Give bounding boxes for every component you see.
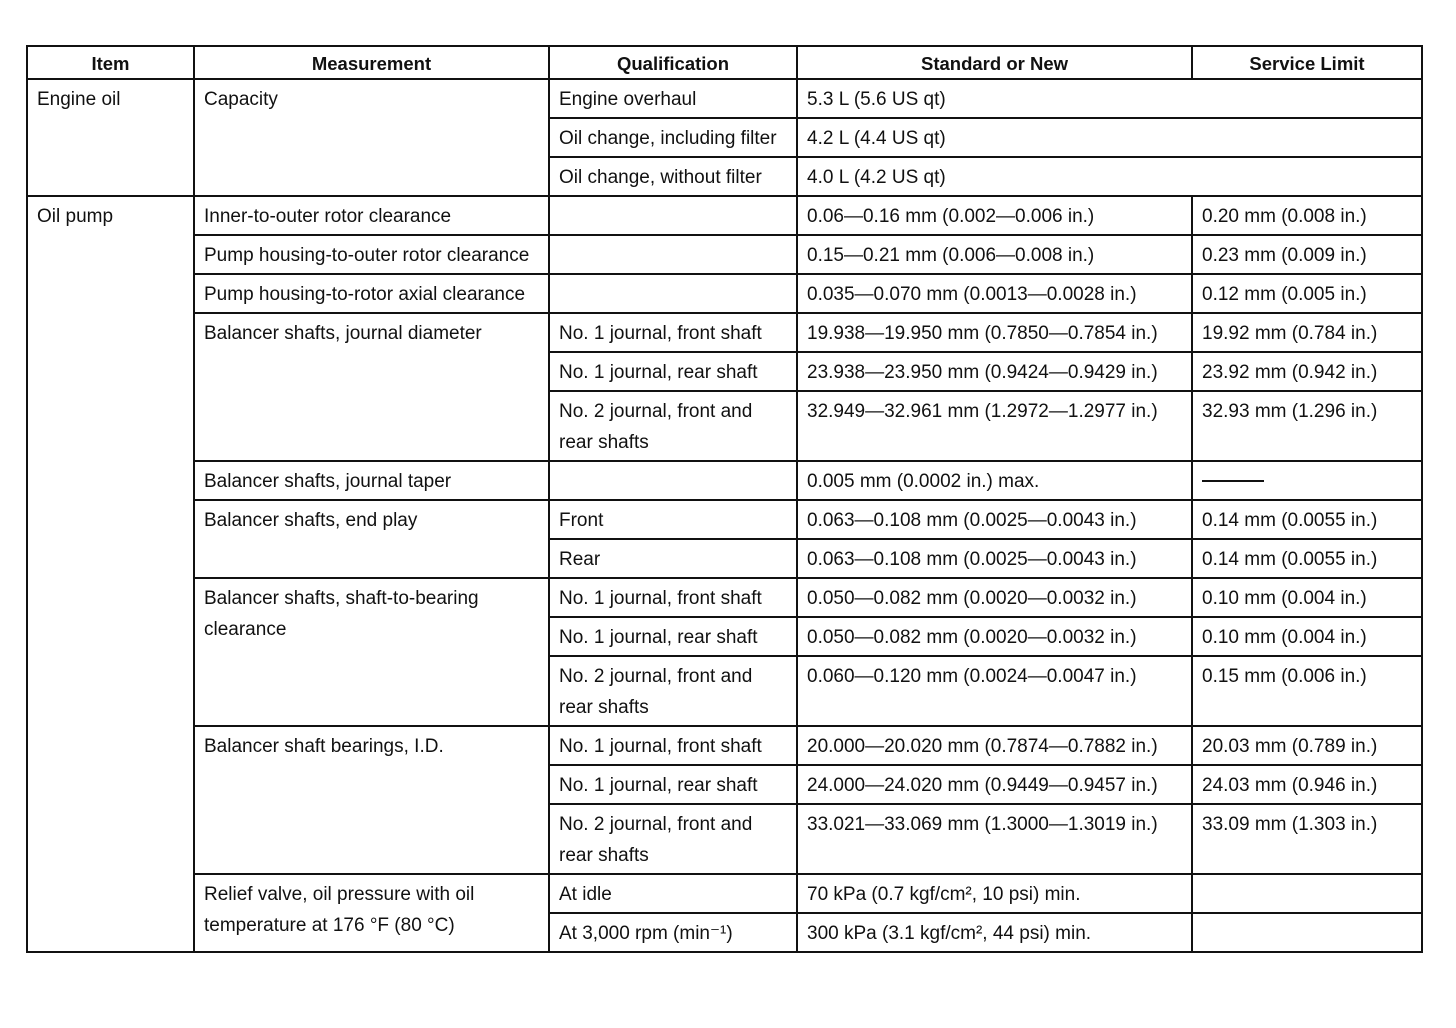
- qualification-cell: [549, 461, 797, 500]
- table-row: [27, 274, 1422, 313]
- table-row: [27, 500, 1422, 539]
- standard-cell: 0.063—0.108 mm (0.0025—0.0043 in.): [797, 539, 1192, 578]
- table-row: [27, 578, 1422, 617]
- qualification-cell: [549, 274, 797, 313]
- standard-cell: 0.005 mm (0.0002 in.) max.: [797, 461, 1192, 500]
- header-row: [27, 46, 1422, 79]
- limit-cell: 0.15 mm (0.006 in.): [1192, 656, 1422, 726]
- standard-cell: 0.06—0.16 mm (0.002—0.006 in.): [797, 196, 1192, 235]
- qualification-cell: No. 2 journal, front and rear shafts: [549, 391, 797, 461]
- qualification-cell: [549, 235, 797, 274]
- table-row: [27, 461, 1422, 500]
- qualification-cell: Rear: [549, 539, 797, 578]
- standard-cell: 5.3 L (5.6 US qt): [797, 79, 1422, 118]
- table-row: [27, 313, 1422, 352]
- standard-cell: 32.949—32.961 mm (1.2972—1.2977 in.): [797, 391, 1192, 461]
- standard-cell: 0.035—0.070 mm (0.0013—0.0028 in.): [797, 274, 1192, 313]
- dash-divider: [1202, 480, 1264, 482]
- measurement-cell: Capacity: [194, 79, 549, 196]
- measurement-cell: Inner-to-outer rotor clearance: [194, 196, 549, 235]
- limit-cell: 0.23 mm (0.009 in.): [1192, 235, 1422, 274]
- table-row: [27, 235, 1422, 274]
- qualification-cell: No. 2 journal, front and rear shafts: [549, 804, 797, 874]
- qualification-cell: At 3,000 rpm (min⁻¹): [549, 913, 797, 952]
- header-qualification: Qualification: [549, 46, 797, 79]
- standard-cell: 70 kPa (0.7 kgf/cm², 10 psi) min.: [797, 874, 1192, 913]
- measurement-cell: Balancer shaft bearings, I.D.: [194, 726, 549, 874]
- qualification-cell: No. 2 journal, front and rear shafts: [549, 656, 797, 726]
- limit-cell: 20.03 mm (0.789 in.): [1192, 726, 1422, 765]
- spec-table: [26, 45, 1423, 953]
- measurement-cell: Balancer shafts, shaft-to-bearing clearance: [194, 578, 549, 726]
- standard-cell: 23.938—23.950 mm (0.9424—0.9429 in.): [797, 352, 1192, 391]
- table-row: [27, 196, 1422, 235]
- table-row: [27, 79, 1422, 118]
- limit-cell: 23.92 mm (0.942 in.): [1192, 352, 1422, 391]
- measurement-cell: Pump housing-to-outer rotor clearance: [194, 235, 549, 274]
- header-standard: Standard or New: [797, 46, 1192, 79]
- qualification-cell: Oil change, including filter: [549, 118, 797, 157]
- qualification-cell: No. 1 journal, front shaft: [549, 726, 797, 765]
- limit-cell: 0.10 mm (0.004 in.): [1192, 617, 1422, 656]
- limit-cell: 33.09 mm (1.303 in.): [1192, 804, 1422, 874]
- qualification-cell: No. 1 journal, rear shaft: [549, 765, 797, 804]
- standard-cell: 0.050—0.082 mm (0.0020—0.0032 in.): [797, 578, 1192, 617]
- item-engine-oil: Engine oil: [27, 79, 194, 196]
- table-row: [27, 874, 1422, 913]
- standard-cell: 4.2 L (4.4 US qt): [797, 118, 1422, 157]
- qualification-cell: No. 1 journal, rear shaft: [549, 617, 797, 656]
- measurement-cell: Balancer shafts, end play: [194, 500, 549, 578]
- limit-cell: [1192, 874, 1422, 913]
- qualification-cell: No. 1 journal, rear shaft: [549, 352, 797, 391]
- limit-cell: [1192, 461, 1422, 500]
- qualification-cell: Front: [549, 500, 797, 539]
- qualification-cell: [549, 196, 797, 235]
- limit-cell: [1192, 913, 1422, 952]
- limit-cell: 0.14 mm (0.0055 in.): [1192, 500, 1422, 539]
- header-item: Item: [27, 46, 194, 79]
- standard-cell: 24.000—24.020 mm (0.9449—0.9457 in.): [797, 765, 1192, 804]
- standard-cell: 0.15—0.21 mm (0.006—0.008 in.): [797, 235, 1192, 274]
- standard-cell: 33.021—33.069 mm (1.3000—1.3019 in.): [797, 804, 1192, 874]
- limit-cell: 32.93 mm (1.296 in.): [1192, 391, 1422, 461]
- header-measurement: Measurement: [194, 46, 549, 79]
- limit-cell: 0.10 mm (0.004 in.): [1192, 578, 1422, 617]
- standard-cell: 0.060—0.120 mm (0.0024—0.0047 in.): [797, 656, 1192, 726]
- standard-cell: 19.938—19.950 mm (0.7850—0.7854 in.): [797, 313, 1192, 352]
- standard-cell: 20.000—20.020 mm (0.7874—0.7882 in.): [797, 726, 1192, 765]
- measurement-cell: Balancer shafts, journal taper: [194, 461, 549, 500]
- header-limit: Service Limit: [1192, 46, 1422, 79]
- item-oil-pump: Oil pump: [27, 196, 194, 952]
- qualification-cell: At idle: [549, 874, 797, 913]
- qualification-cell: Oil change, without filter: [549, 157, 797, 196]
- limit-cell: 24.03 mm (0.946 in.): [1192, 765, 1422, 804]
- standard-cell: 300 kPa (3.1 kgf/cm², 44 psi) min.: [797, 913, 1192, 952]
- limit-cell: 0.14 mm (0.0055 in.): [1192, 539, 1422, 578]
- table-row: [27, 726, 1422, 765]
- standard-cell: 4.0 L (4.2 US qt): [797, 157, 1422, 196]
- qualification-cell: No. 1 journal, front shaft: [549, 313, 797, 352]
- standard-cell: 0.063—0.108 mm (0.0025—0.0043 in.): [797, 500, 1192, 539]
- measurement-cell: Balancer shafts, journal diameter: [194, 313, 549, 461]
- qualification-cell: No. 1 journal, front shaft: [549, 578, 797, 617]
- measurement-cell: Pump housing-to-rotor axial clearance: [194, 274, 549, 313]
- standard-cell: 0.050—0.082 mm (0.0020—0.0032 in.): [797, 617, 1192, 656]
- measurement-cell: Relief valve, oil pressure with oil temperature at 176 °F (80 °C): [194, 874, 549, 952]
- limit-cell: 0.20 mm (0.008 in.): [1192, 196, 1422, 235]
- limit-cell: 0.12 mm (0.005 in.): [1192, 274, 1422, 313]
- qualification-cell: Engine overhaul: [549, 79, 797, 118]
- limit-cell: 19.92 mm (0.784 in.): [1192, 313, 1422, 352]
